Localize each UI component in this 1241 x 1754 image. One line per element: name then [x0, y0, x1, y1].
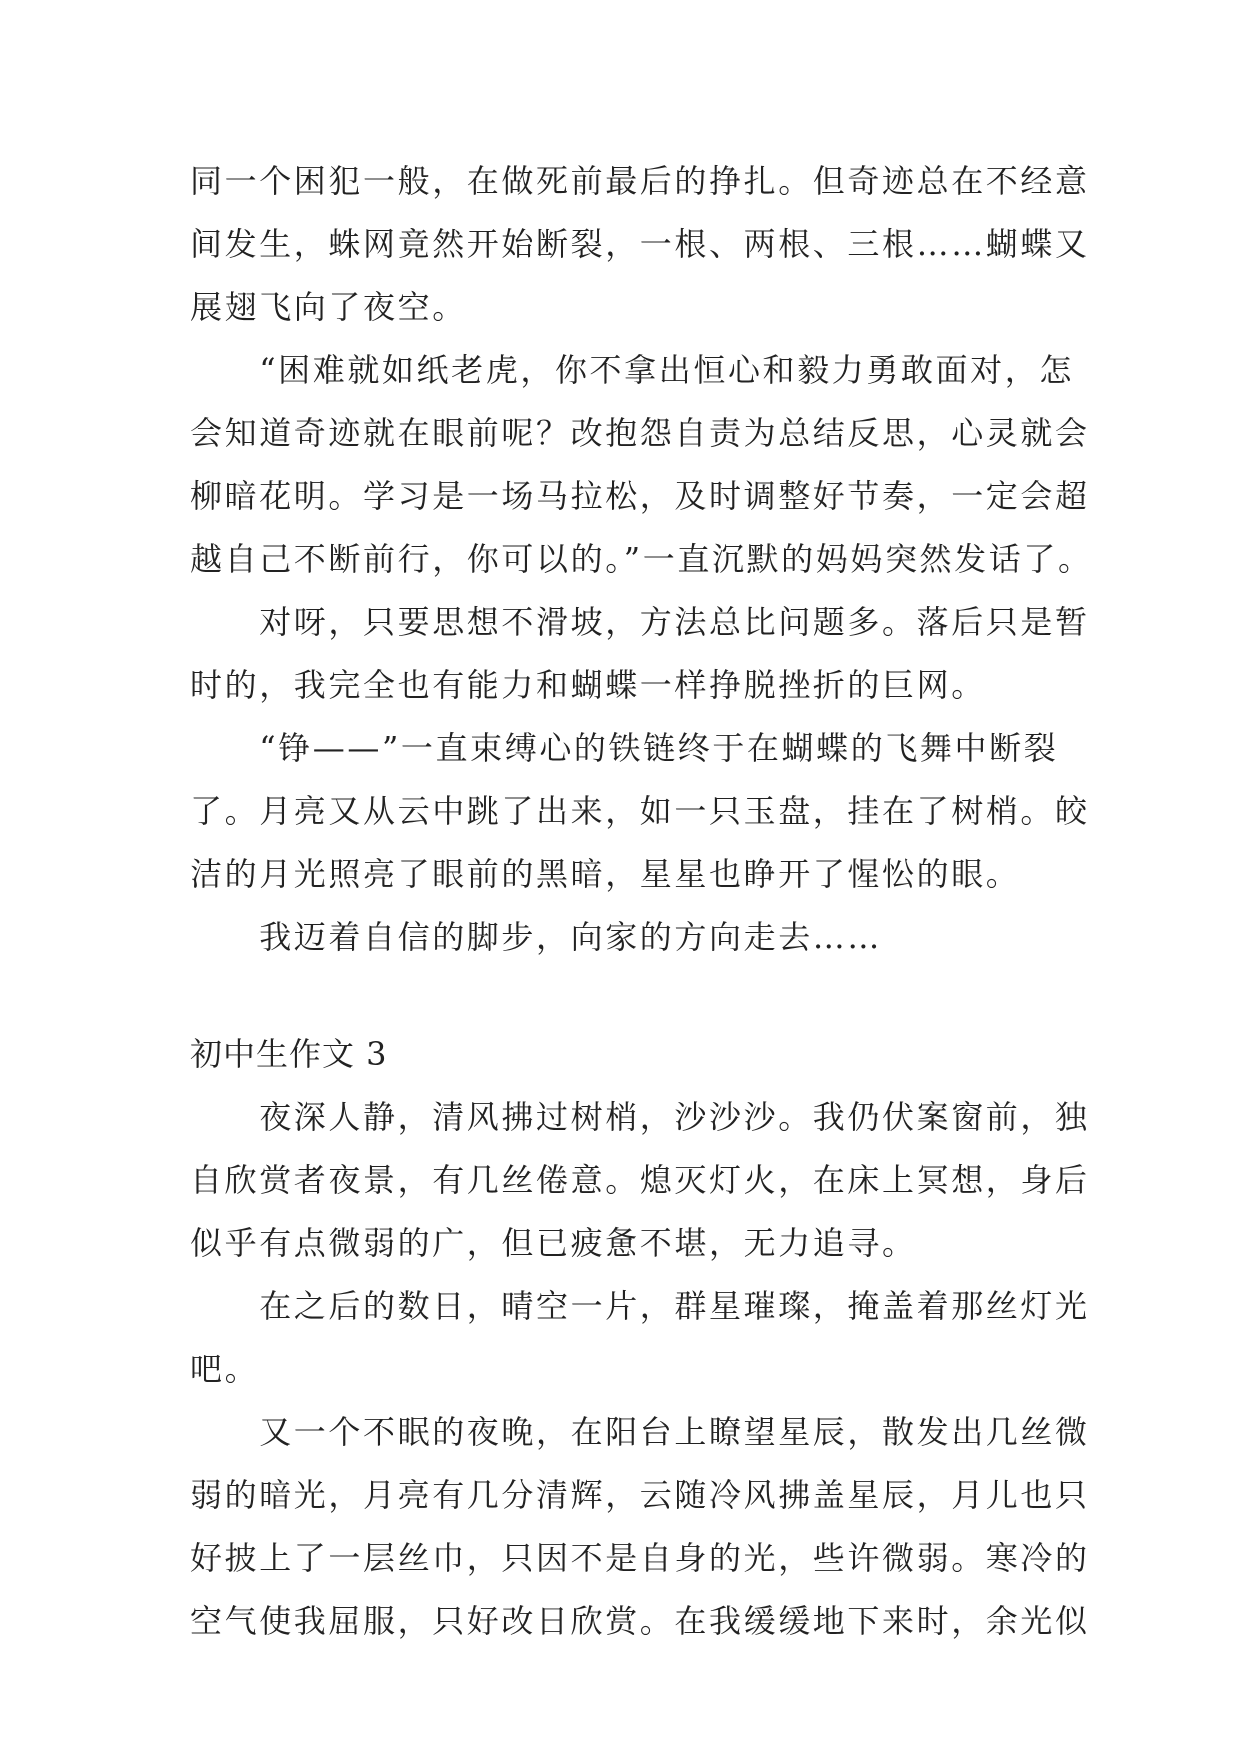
text-line: 空气使我屈服，只好改日欣赏。在我缓缓地下来时，余光似: [190, 1602, 1090, 1640]
text-line: 时的，我完全也有能力和蝴蝶一样挣脱挫折的巨网。: [190, 666, 986, 704]
text-line: 自欣赏者夜景，有几丝倦意。熄灭灯火，在床上冥想，身后: [190, 1161, 1090, 1199]
text-line: “困难就如纸老虎，你不拿出恒心和毅力勇敢面对，怎: [190, 351, 1074, 389]
essay-2-ending: [190, 150, 1093, 969]
text-line: 好披上了一层丝巾，只因不是自身的光，些许微弱。寒冷的: [190, 1539, 1090, 1577]
text-line: 弱的暗光，月亮有几分清辉，云随冷风拂盖星辰，月儿也只: [190, 1476, 1090, 1514]
document-body: [190, 150, 1093, 1653]
text-line: 越自己不断前行，你可以的。”一直沉默的妈妈突然发话了。: [190, 540, 1093, 578]
text-line: 我迈着自信的脚步，向家的方向走去……: [190, 918, 883, 956]
text-line: 在之后的数日，晴空一片，群星璀璨，掩盖着那丝灯光: [190, 1287, 1090, 1325]
text-line: 对呀，只要思想不滑坡，方法总比问题多。落后只是暂: [190, 603, 1090, 641]
text-line: 展翅飞向了夜空。: [190, 288, 467, 326]
essay-3-body: [190, 1086, 1090, 1653]
text-line: 夜深人静，清风拂过树梢，沙沙沙。我仍伏案窗前，独: [190, 1098, 1090, 1136]
text-line: 又一个不眠的夜晚，在阳台上瞭望星辰，散发出几丝微: [190, 1413, 1090, 1451]
text-line: 间发生，蛛网竟然开始断裂，一根、两根、三根……蝴蝶又: [190, 225, 1090, 263]
text-line: 似乎有点微弱的广，但已疲惫不堪，无力追寻。: [190, 1224, 917, 1262]
text-line: 同一个困犯一般，在做死前最后的挣扎。但奇迹总在不经意: [190, 162, 1090, 200]
section-title: 初中生作文 3: [190, 1035, 388, 1073]
text-line: 吧。: [190, 1350, 260, 1388]
text-line: 了。月亮又从云中跳了出来，如一只玉盘，挂在了树梢。皎: [190, 792, 1090, 830]
text-line: “铮——”一直束缚心的铁链终于在蝴蝶的飞舞中断裂: [190, 729, 1059, 767]
text-line: 柳暗花明。学习是一场马拉松，及时调整好节奏，一定会超: [190, 477, 1090, 515]
text-line: 洁的月光照亮了眼前的黑暗，星星也睁开了惺忪的眼。: [190, 855, 1021, 893]
text-line: 会知道奇迹就在眼前呢？改抱怨自责为总结反思，心灵就会: [190, 414, 1090, 452]
